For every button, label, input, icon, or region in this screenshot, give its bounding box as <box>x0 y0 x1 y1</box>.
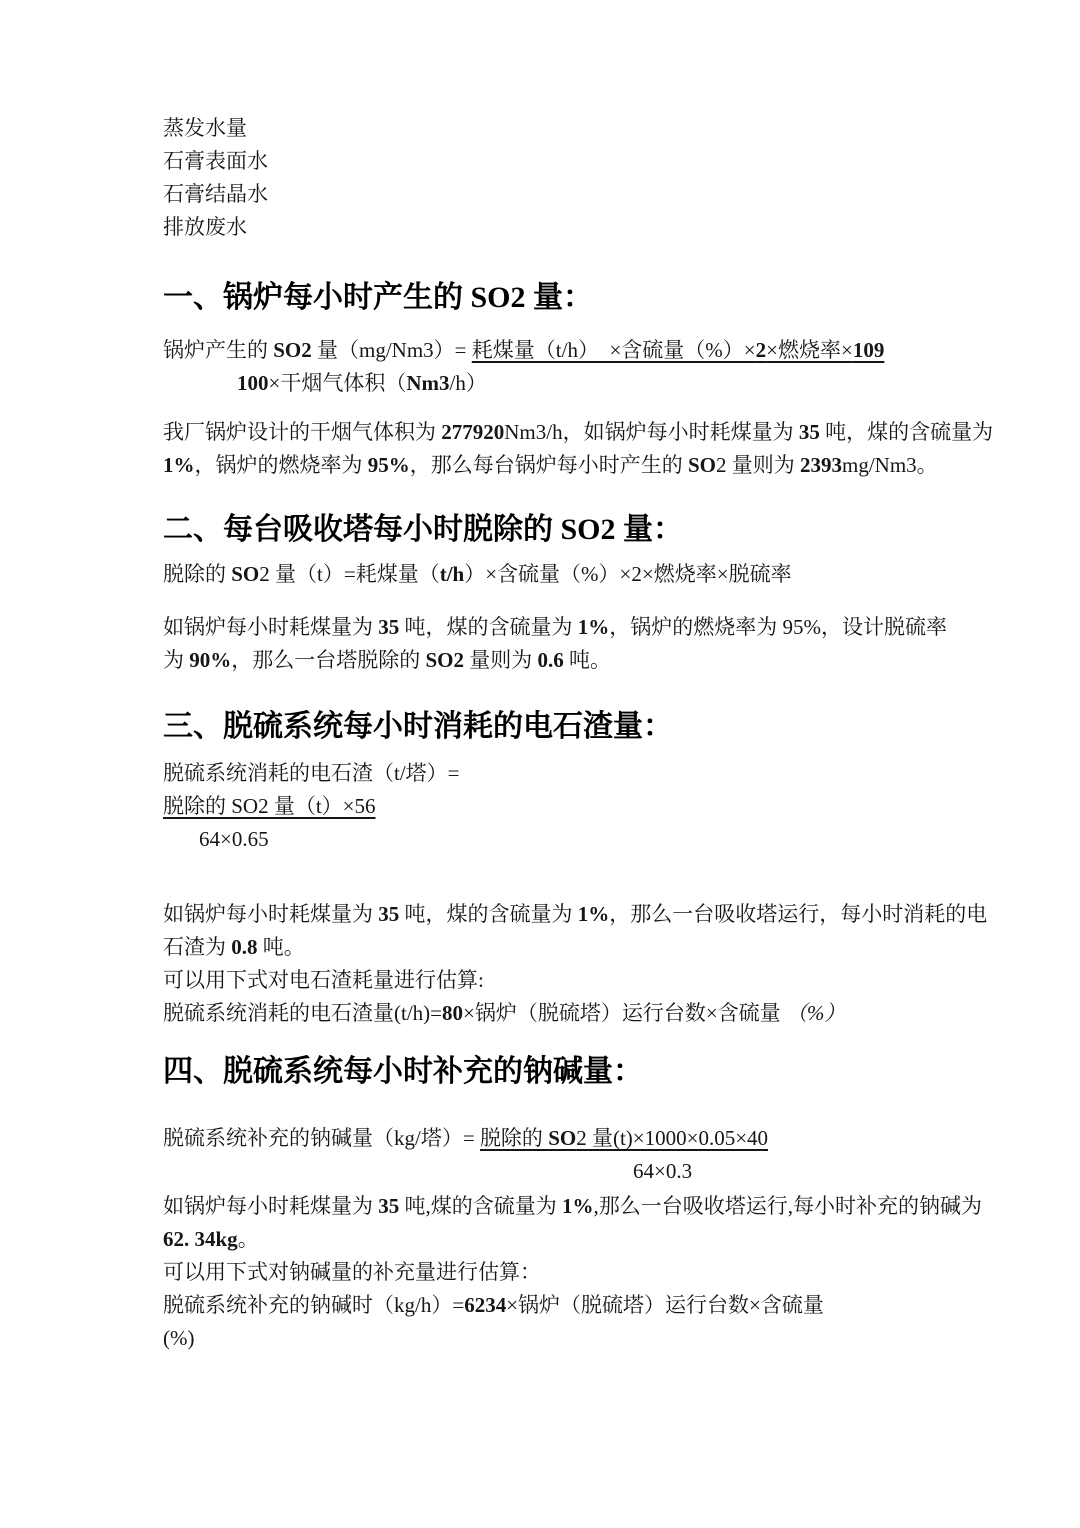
text-segment: ×锅炉（脱硫塔）运行台数×含硫量 <box>506 1293 824 1317</box>
text-segment: ，锅炉的燃烧率为 <box>194 453 368 477</box>
text-segment: 2 量(t)×1000×0.05×40 <box>576 1126 769 1150</box>
text-segment: 35 <box>378 902 400 926</box>
text-segment: 90% <box>189 648 232 672</box>
paragraph-line <box>163 964 940 997</box>
text-segment: 如锅炉每小时耗煤量为 <box>163 615 379 639</box>
text-segment: ，那么一台吸收塔运行，每小时消耗的电 <box>609 902 988 926</box>
text-segment: 可以用下式对电石渣耗量进行估算: <box>163 968 484 992</box>
text-segment: 吨。 <box>563 648 612 672</box>
intro-line-gypsum-crystal-water <box>163 178 940 211</box>
paragraph-line <box>163 1322 940 1355</box>
section-4-paragraph <box>163 1190 982 1355</box>
paragraph-line <box>163 416 994 449</box>
intro-list <box>163 112 940 244</box>
text-segment: t/h <box>439 562 465 586</box>
text-segment: 石膏表面水 <box>163 149 268 173</box>
text-segment: 可以用下式对钠碱量的补充量进行估算： <box>163 1260 541 1284</box>
text-segment: 脱除的 <box>163 562 232 586</box>
text-segment: 35 <box>378 1194 400 1218</box>
text-segment: 脱硫系统消耗的电石渣（t/塔）= <box>163 761 460 785</box>
paragraph-line <box>163 898 988 931</box>
text-segment: /h） <box>449 371 487 395</box>
section-1-paragraph <box>163 416 994 482</box>
text-segment: 1% <box>577 615 610 639</box>
text-segment: 脱除的 <box>479 1126 549 1150</box>
text-segment: 脱硫系统补充的钠碱量（kg/塔）= <box>163 1126 480 1150</box>
text-segment: 2 量则为 <box>716 453 801 477</box>
text-segment: 我厂锅炉设计的干烟气体积为 <box>163 420 442 444</box>
text-segment: (%) <box>163 1326 195 1350</box>
section-2-paragraph <box>163 611 947 677</box>
formula-intro-line <box>163 757 940 790</box>
formula-numerator-line <box>163 1122 940 1155</box>
text-segment: Nm3 <box>406 371 450 395</box>
text-segment: SO <box>548 1126 577 1150</box>
text-segment: Nm3/h，如锅炉每小时耗煤量为 <box>504 420 799 444</box>
text-segment: 为 <box>163 648 190 672</box>
section-1-heading: 一、锅炉每小时产生的 SO2 量： <box>163 281 594 314</box>
text-segment: 脱硫系统补充的钠碱时（kg/h）= <box>163 1293 465 1317</box>
text-segment: SO <box>231 562 260 586</box>
text-segment: 耗煤量（t/h） ×含硫量（%）× <box>471 338 756 362</box>
text-segment: SO2 <box>273 338 312 362</box>
section-4-formula <box>163 1122 940 1188</box>
section-1-formula <box>163 334 940 400</box>
text-segment: 如锅炉每小时耗煤量为 <box>163 1194 379 1218</box>
text-segment: 吨，煤的含硫量为 <box>399 615 578 639</box>
section-2-heading: 二、每台吸收塔每小时脱除的 SO2 量： <box>163 513 684 546</box>
paragraph-line <box>163 611 947 644</box>
formula-numerator-line <box>163 790 940 823</box>
text-segment: ，那么一台塔脱除的 <box>231 648 426 672</box>
text-segment: 35 <box>378 615 400 639</box>
text-segment: 1% <box>163 453 195 477</box>
text-segment: 石渣为 <box>163 935 232 959</box>
text-segment: ×干烟气体积（ <box>268 371 407 395</box>
text-segment: 吨，煤的含硫量为 <box>819 420 994 444</box>
text-segment: 如锅炉每小时耗煤量为 <box>163 902 379 926</box>
text-segment: 95% <box>367 453 410 477</box>
text-segment: 石膏结晶水 <box>163 182 268 206</box>
section-3-formula <box>163 757 940 856</box>
text-segment: 1% <box>562 1194 594 1218</box>
text-segment: 2393 <box>800 453 843 477</box>
text-segment: 277920 <box>441 420 505 444</box>
text-segment: 80 <box>442 1001 463 1025</box>
formula-denominator-line <box>163 1155 940 1188</box>
paragraph-line <box>163 931 940 964</box>
paragraph-line <box>163 644 940 677</box>
text-segment: 6234 <box>464 1293 507 1317</box>
section-3-heading: 三、脱硫系统每小时消耗的电石渣量： <box>163 710 673 743</box>
text-segment: 吨。 <box>257 935 305 959</box>
formula-denominator-line <box>163 823 940 856</box>
text-segment: 109 <box>852 338 885 362</box>
paragraph-line <box>163 1289 940 1322</box>
text-segment: ,那么一台吸收塔运行,每小时补充的钠碱为 <box>593 1194 982 1218</box>
text-segment: 2 <box>755 338 767 362</box>
text-segment: ，那么每台锅炉每小时产生的 <box>409 453 688 477</box>
formula-numerator-line <box>163 334 940 367</box>
text-segment: mg/Nm3。 <box>842 453 938 477</box>
section-2-formula <box>163 558 940 591</box>
paragraph-line <box>163 1256 940 1289</box>
paragraph-line <box>163 1190 982 1223</box>
text-segment: （%） <box>785 1001 846 1025</box>
formula-line <box>163 558 940 591</box>
text-segment: 。 <box>237 1227 259 1251</box>
text-segment: 35 <box>798 420 820 444</box>
intro-line-gypsum-surface-water <box>163 145 940 178</box>
text-segment: 100 <box>237 371 269 395</box>
text-segment: 吨,煤的含硫量为 <box>399 1194 562 1218</box>
text-segment: 2 量（t）=耗煤量（ <box>259 562 440 586</box>
text-segment: 量则为 <box>464 648 538 672</box>
intro-line-evaporation-water <box>163 112 940 145</box>
text-segment: ，锅炉的燃烧率为 95%，设计脱硫率 <box>609 615 947 639</box>
text-segment: 脱硫系统消耗的电石渣量(t/h)= <box>163 1001 442 1025</box>
text-segment: SO <box>688 453 717 477</box>
section-4-heading: 四、脱硫系统每小时补充的钠碱量： <box>163 1055 643 1088</box>
paragraph-line <box>163 449 940 482</box>
text-segment: ×燃烧率× <box>766 338 853 362</box>
text-segment: ×锅炉（脱硫塔）运行台数×含硫量 <box>463 1001 786 1025</box>
text-segment: 锅炉产生的 <box>163 338 274 362</box>
text-segment: 0.8 <box>231 935 258 959</box>
text-segment: SO2 <box>425 648 465 672</box>
text-segment: 蒸发水量 <box>163 116 247 140</box>
text-segment: ）×含硫量（%）×2×燃烧率×脱硫率 <box>464 562 792 586</box>
formula-denominator-line <box>163 367 940 400</box>
text-segment: 1% <box>577 902 610 926</box>
text-segment: 吨，煤的含硫量为 <box>399 902 578 926</box>
text-segment: 64×0.3 <box>633 1159 693 1183</box>
paragraph-line <box>163 997 940 1030</box>
text-segment: 62. 34kg <box>163 1227 238 1251</box>
paragraph-line <box>163 1223 940 1256</box>
intro-line-waste-water <box>163 211 940 244</box>
text-segment: 量（mg/Nm3）= <box>311 338 472 362</box>
text-segment: 64×0.65 <box>199 827 269 851</box>
text-segment: 0.6 <box>537 648 564 672</box>
text-segment: 脱除的 SO2 量（t）×56 <box>163 794 376 818</box>
text-segment: 排放废水 <box>163 215 247 239</box>
section-3-paragraph <box>163 898 988 1030</box>
